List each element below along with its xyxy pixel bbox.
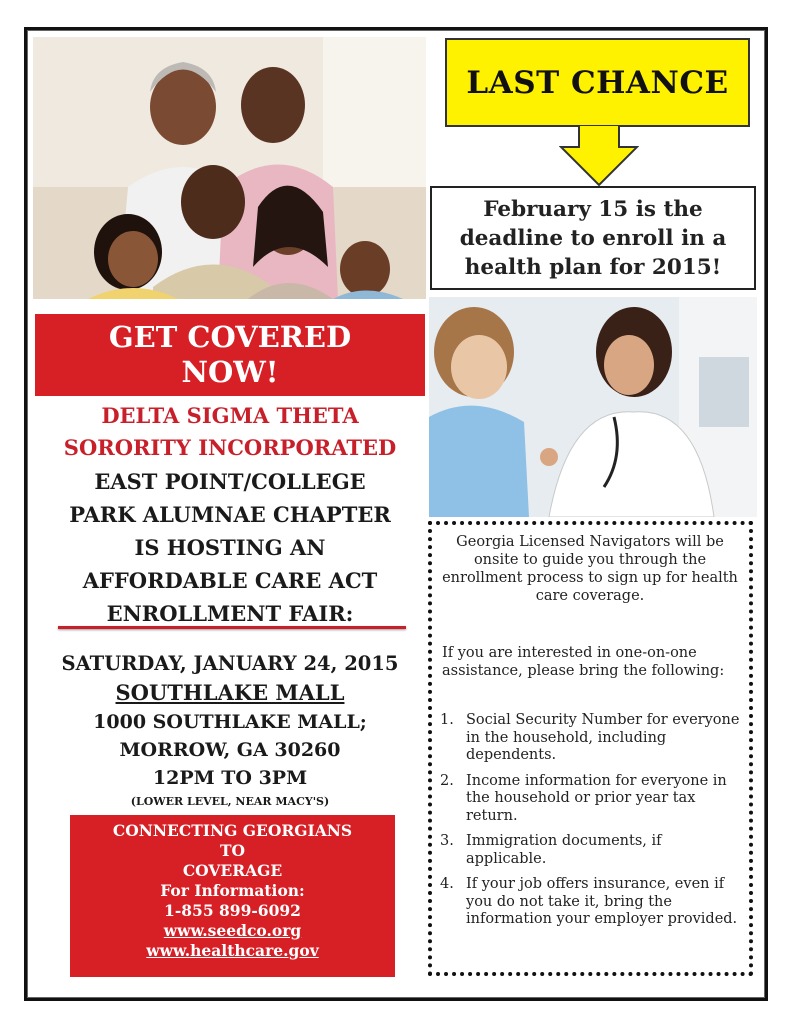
- list-item: [440, 712, 740, 765]
- list-item-text: Social Security Number for everyone in the household, including dependents.: [466, 712, 740, 763]
- chapter-line-3: IS HOSTING AN: [134, 535, 326, 560]
- info-line-4: For Information:: [160, 881, 305, 900]
- event-details: [35, 650, 425, 810]
- event-date: SATURDAY, JANUARY 24, 2015: [61, 652, 399, 675]
- info-line-2: TO: [219, 841, 246, 860]
- divider: [58, 626, 406, 629]
- chapter-description: [35, 465, 425, 630]
- chapter-line-1: EAST POINT/COLLEGE: [94, 469, 366, 494]
- event-location-note: (LOWER LEVEL, NEAR MACY'S): [130, 795, 330, 808]
- chapter-line-5: ENROLLMENT FAIR:: [106, 601, 354, 626]
- chapter-line-4: AFFORDABLE CARE ACT: [82, 568, 378, 593]
- list-item: [440, 833, 740, 868]
- get-covered-banner: [35, 314, 425, 396]
- arrow-down-icon: [559, 125, 639, 187]
- list-item-number: 1.: [440, 712, 454, 728]
- requirements-list: [440, 712, 740, 937]
- last-chance-text: LAST CHANCE: [466, 64, 729, 101]
- link-seedco[interactable]: www.seedco.org: [163, 921, 302, 940]
- list-item: [440, 773, 740, 826]
- list-item-text: If your job offers insurance, even if you do not take it, bring the information your employer provided.: [466, 876, 738, 927]
- list-item-text: Income information for everyone in the household or prior year tax return.: [466, 772, 727, 824]
- chapter-line-2: PARK ALUMNAE CHAPTER: [69, 502, 391, 527]
- navigators-text: Georgia Licensed Navigators will be onsite to guide you through the enrollment process to sign up for health care coverage.: [442, 534, 738, 604]
- info-line-3: COVERAGE: [182, 861, 283, 880]
- deadline-notice: [430, 186, 756, 290]
- list-item-number: 2.: [440, 772, 454, 789]
- deadline-text: February 15 is the deadline to enroll in a health plan for 2015!: [459, 196, 727, 280]
- get-covered-line-2: NOW!: [181, 355, 279, 389]
- event-time: 12PM TO 3PM: [152, 767, 308, 789]
- family-photo: [33, 37, 426, 299]
- doctor-photo: [429, 297, 757, 517]
- sorority-name: [35, 400, 425, 464]
- event-address-2: MORROW, GA 30260: [119, 739, 341, 761]
- assistance-intro: If you are interested in one-on-one assistance, please bring the following:: [442, 645, 725, 679]
- link-healthcare-gov[interactable]: www.healthcare.gov: [146, 941, 319, 960]
- list-item-text: Immigration documents, if applicable.: [466, 833, 662, 867]
- list-item: [440, 876, 740, 929]
- get-covered-line-1: GET COVERED: [108, 320, 352, 354]
- event-address-1: 1000 SOUTHLAKE MALL;: [93, 711, 367, 733]
- sorority-line-1: DELTA SIGMA THETA: [101, 403, 359, 428]
- info-line-1: CONNECTING GEORGIANS: [112, 821, 353, 840]
- list-item-number: 3.: [440, 833, 454, 849]
- last-chance-banner: [445, 38, 750, 127]
- contact-info-box: [70, 815, 395, 977]
- info-phone: 1-855 899-6092: [164, 901, 301, 920]
- sorority-line-2: SORORITY INCORPORATED: [63, 435, 397, 460]
- event-venue: SOUTHLAKE MALL: [115, 680, 345, 705]
- list-item-number: 4.: [440, 876, 454, 892]
